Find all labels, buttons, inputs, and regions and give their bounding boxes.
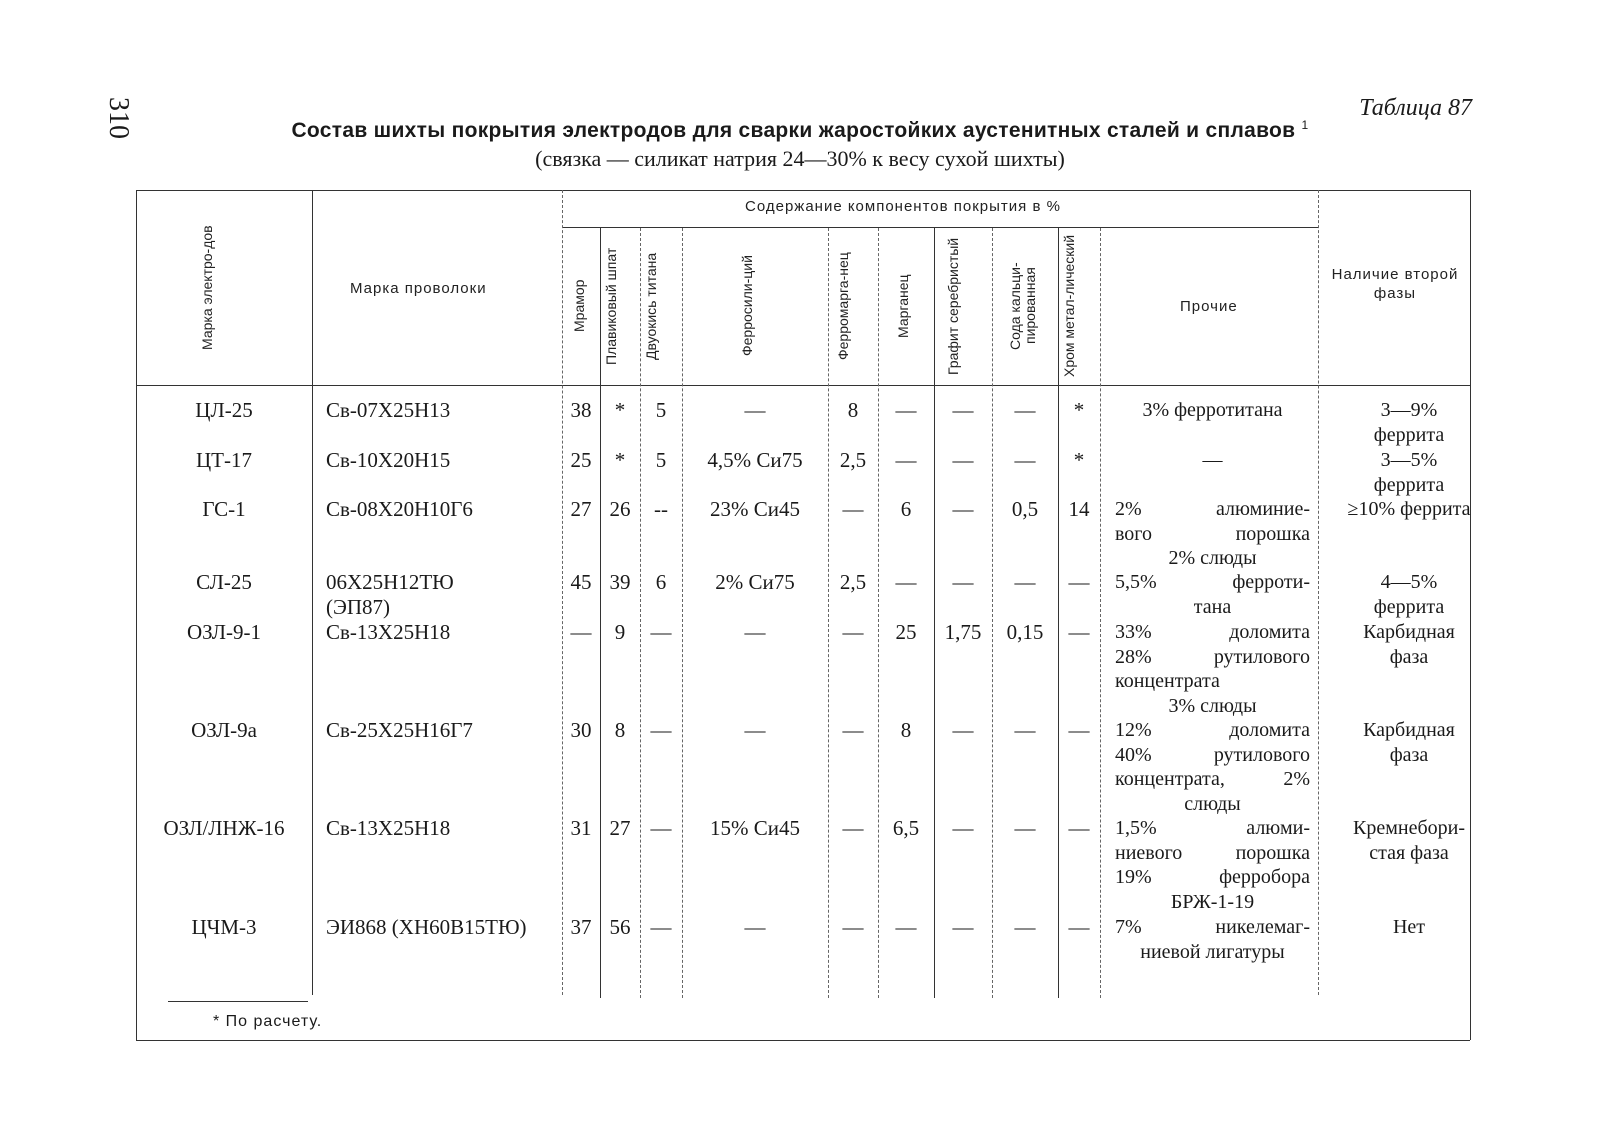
cell-wire: [326, 718, 473, 743]
cell-wire-line: (ЭП87): [326, 595, 391, 619]
cell-electrode: ОЗЛ-9-1: [187, 620, 261, 644]
cell-fesi: —: [744, 620, 766, 644]
cell-other-line: 2% слюды: [1168, 547, 1257, 569]
cell-fluorspar: 39: [609, 570, 631, 594]
cell-fluorspar: 9: [614, 620, 626, 644]
cell-fesi: 15% Си45: [710, 816, 800, 840]
cell-tio2: —: [650, 620, 672, 644]
cell-fluorspar: 56: [609, 915, 631, 939]
cell-cr: 14: [1068, 497, 1090, 521]
cell-tio2: --: [654, 497, 668, 521]
cell-mn: —: [895, 398, 917, 422]
header-soda: Сода кальци-пированная: [1007, 262, 1038, 350]
cell-phase-line: Нет: [1392, 916, 1426, 938]
cell-other-line: 3% слюды: [1168, 694, 1257, 717]
cell-electrode: ЦЛ-25: [195, 398, 253, 422]
cell-wire-line: Св-13Х25Н18: [326, 620, 451, 644]
cell-fesi: —: [744, 718, 766, 742]
cell-fesi: 23% Си45: [710, 497, 800, 521]
header-chromium: Хром метал-лический: [1061, 234, 1077, 378]
cell-other-line: слюды: [1184, 792, 1241, 815]
cell-wire: [326, 620, 450, 645]
cell-soda: —: [1014, 915, 1036, 939]
cell-wire-line: Св-10Х20Н15: [326, 448, 451, 472]
cell-soda: —: [1014, 718, 1036, 742]
cell-marble: 37: [570, 915, 592, 939]
cell-marble: 45: [570, 570, 592, 594]
cell-other-line: 5,5% ферроти-: [1115, 571, 1310, 593]
cell-graphite: —: [952, 718, 974, 742]
cell-second-phase: [1324, 718, 1494, 767]
cell-graphite: —: [952, 570, 974, 594]
cell-wire: [326, 570, 454, 620]
cell-electrode: СЛ-25: [196, 570, 252, 594]
cell-tio2: 5: [655, 448, 667, 472]
cell-phase-line: 4—5%: [1380, 571, 1438, 593]
cell-electrode: ОЗЛ/ЛНЖ-16: [163, 816, 285, 840]
cell-graphite: —: [952, 497, 974, 521]
cell-marble: 31: [570, 816, 592, 840]
cell-second-phase: [1324, 497, 1494, 522]
cell-tio2: —: [650, 915, 672, 939]
cell-fluorspar: 8: [614, 718, 626, 742]
cell-electrode: ЦТ-17: [196, 448, 252, 472]
cell-cr: —: [1068, 915, 1090, 939]
cell-femn: —: [842, 718, 864, 742]
cell-cr: —: [1068, 816, 1090, 840]
cell-marble: 30: [570, 718, 592, 742]
cell-cr: —: [1068, 620, 1090, 644]
header-ferrosilicon: Ферросили-ций: [739, 255, 755, 357]
page-number: 310: [103, 97, 134, 139]
cell-other-line: тана: [1193, 595, 1232, 618]
cell-femn: —: [842, 816, 864, 840]
header-ferromanganese: Ферромарга-нец: [835, 252, 851, 360]
cell-phase-line: фаза: [1389, 645, 1429, 668]
cell-electrode: ГС-1: [202, 497, 246, 521]
header-wire: Марка проволоки: [350, 280, 487, 297]
cell-soda: —: [1014, 816, 1036, 840]
cell-wire-line: ЭИ868 (ХН60В15ТЮ): [326, 915, 527, 939]
cell-other: [1115, 497, 1310, 571]
cell-mn: —: [895, 448, 917, 472]
cell-second-phase: [1324, 915, 1494, 940]
cell-femn: 2,5: [839, 570, 867, 594]
cell-other-line: ниевого порошка: [1115, 841, 1310, 864]
cell-graphite: —: [952, 448, 974, 472]
cell-tio2: —: [650, 718, 672, 742]
header-marble: Мрамор: [571, 279, 587, 333]
cell-second-phase: [1324, 816, 1494, 865]
cell-other-line: 33% доломита: [1115, 621, 1310, 643]
cell-other-line: 3% ферротитана: [1142, 399, 1283, 421]
cell-wire: [326, 915, 527, 940]
header-electrode: Марка электро-дов: [199, 225, 215, 350]
cell-wire-line: 06Х25Н12ТЮ: [326, 570, 454, 594]
cell-other: [1115, 718, 1310, 816]
footnote: * По расчету.: [213, 1013, 323, 1030]
cell-electrode: ОЗЛ-9а: [191, 718, 257, 742]
cell-graphite: 1,75: [944, 620, 982, 644]
cell-second-phase: [1324, 620, 1494, 669]
title-footnote-mark: 1: [1301, 118, 1309, 132]
cell-other-line: БРЖ-1-19: [1170, 890, 1255, 913]
cell-wire-line: Св-08Х20Н10Г6: [326, 497, 473, 521]
header-manganese: Марганец: [895, 274, 911, 338]
cell-other-line: 1,5% алюми-: [1115, 817, 1310, 839]
cell-wire: [326, 398, 450, 423]
cell-mn: 25: [895, 620, 917, 644]
cell-fluorspar: 27: [609, 816, 631, 840]
cell-phase-line: феррита: [1373, 423, 1445, 446]
cell-fluorspar: *: [614, 448, 626, 472]
cell-other-line: 7% никелемаг-: [1115, 916, 1310, 938]
cell-mn: 6,5: [892, 816, 920, 840]
cell-wire-line: Св-07Х25Н13: [326, 398, 451, 422]
cell-mn: 6: [900, 497, 912, 521]
cell-second-phase: [1324, 448, 1494, 497]
cell-phase-line: ≥10% феррита: [1347, 498, 1471, 520]
cell-wire: [326, 497, 473, 522]
cell-tio2: 6: [655, 570, 667, 594]
cell-other-line: концентрата: [1115, 670, 1220, 692]
cell-femn: —: [842, 915, 864, 939]
cell-soda: —: [1014, 570, 1036, 594]
cell-cr: *: [1073, 448, 1085, 472]
table-title-text: Состав шихты покрытия электродов для сварки жаростойких аустенитных сталей и сплавов: [291, 119, 1296, 142]
cell-other: [1115, 398, 1310, 423]
cell-wire-line: Св-25Х25Н16Г7: [326, 718, 473, 742]
cell-graphite: —: [952, 398, 974, 422]
table-subtitle: (связка — силикат натрия 24—30% к весу сухой шихты): [535, 146, 1065, 171]
cell-mn: —: [895, 915, 917, 939]
cell-phase-line: 3—9%: [1380, 399, 1438, 421]
cell-other: [1115, 620, 1310, 718]
cell-graphite: —: [952, 816, 974, 840]
cell-other-line: 2% алюминие-: [1115, 498, 1310, 520]
cell-second-phase: [1324, 570, 1494, 619]
cell-mn: —: [895, 570, 917, 594]
cell-femn: —: [842, 497, 864, 521]
cell-marble: 25: [570, 448, 592, 472]
cell-marble: 27: [570, 497, 592, 521]
cell-soda: —: [1014, 448, 1036, 472]
header-content-group: Содержание компонентов покрытия в %: [745, 198, 1061, 215]
cell-fluorspar: *: [614, 398, 626, 422]
cell-fluorspar: 26: [609, 497, 631, 521]
cell-mn: 8: [900, 718, 912, 742]
cell-other: [1115, 448, 1310, 473]
table-title: [0, 118, 1600, 143]
cell-wire: [326, 816, 450, 841]
header-graphite: Графит серебристый: [945, 237, 961, 375]
cell-phase-line: стая фаза: [1369, 841, 1449, 864]
cell-graphite: —: [952, 915, 974, 939]
cell-other-line: концентрата, 2%: [1115, 768, 1310, 790]
cell-marble: 38: [570, 398, 592, 422]
cell-other: [1115, 816, 1310, 914]
cell-femn: —: [842, 620, 864, 644]
cell-other-line: ниевой лигатуры: [1140, 940, 1285, 963]
cell-other-line: 19% ферробора: [1115, 866, 1310, 888]
cell-wire: [326, 448, 450, 473]
cell-phase-line: фаза: [1389, 743, 1429, 766]
cell-electrode: ЦЧМ-3: [191, 915, 257, 939]
cell-fesi: 2% Си75: [715, 570, 795, 594]
cell-cr: —: [1068, 570, 1090, 594]
cell-phase-line: Карбидная: [1363, 621, 1455, 643]
cell-femn: 8: [847, 398, 859, 422]
cell-fesi: —: [744, 398, 766, 422]
cell-phase-line: феррита: [1373, 473, 1445, 496]
table-label: Таблица 87: [1359, 95, 1472, 121]
cell-fesi: —: [744, 915, 766, 939]
cell-tio2: 5: [655, 398, 667, 422]
cell-wire-line: Св-13Х25Н18: [326, 816, 451, 840]
cell-marble: —: [570, 620, 592, 644]
cell-phase-line: Кремнебори-: [1353, 817, 1465, 839]
header-other: Прочие: [1180, 298, 1238, 315]
cell-phase-line: феррита: [1373, 595, 1445, 618]
cell-other: [1115, 915, 1310, 964]
cell-soda: —: [1014, 398, 1036, 422]
cell-other-line: 12% доломита: [1115, 719, 1310, 741]
header-fluorspar: Плавиковый шпат: [603, 247, 619, 365]
cell-tio2: —: [650, 816, 672, 840]
cell-femn: 2,5: [839, 448, 867, 472]
cell-other: [1115, 570, 1310, 619]
cell-soda: 0,15: [1006, 620, 1044, 644]
header-titanium-dioxide: Двуокись титана: [643, 252, 659, 360]
cell-soda: 0,5: [1011, 497, 1039, 521]
header-second-phase: Наличие второй фазы: [1331, 266, 1459, 302]
cell-second-phase: [1324, 398, 1494, 447]
cell-cr: —: [1068, 718, 1090, 742]
cell-fesi: 4,5% Си75: [707, 448, 803, 472]
cell-phase-line: Карбидная: [1363, 719, 1455, 741]
cell-other-line: 40% рутилового: [1115, 743, 1310, 766]
cell-phase-line: 3—5%: [1380, 449, 1438, 471]
cell-other-line: 28% рутилового: [1115, 645, 1310, 668]
cell-other-line: —: [1202, 449, 1223, 471]
cell-cr: *: [1073, 398, 1085, 422]
cell-other-line: вого порошка: [1115, 522, 1310, 545]
